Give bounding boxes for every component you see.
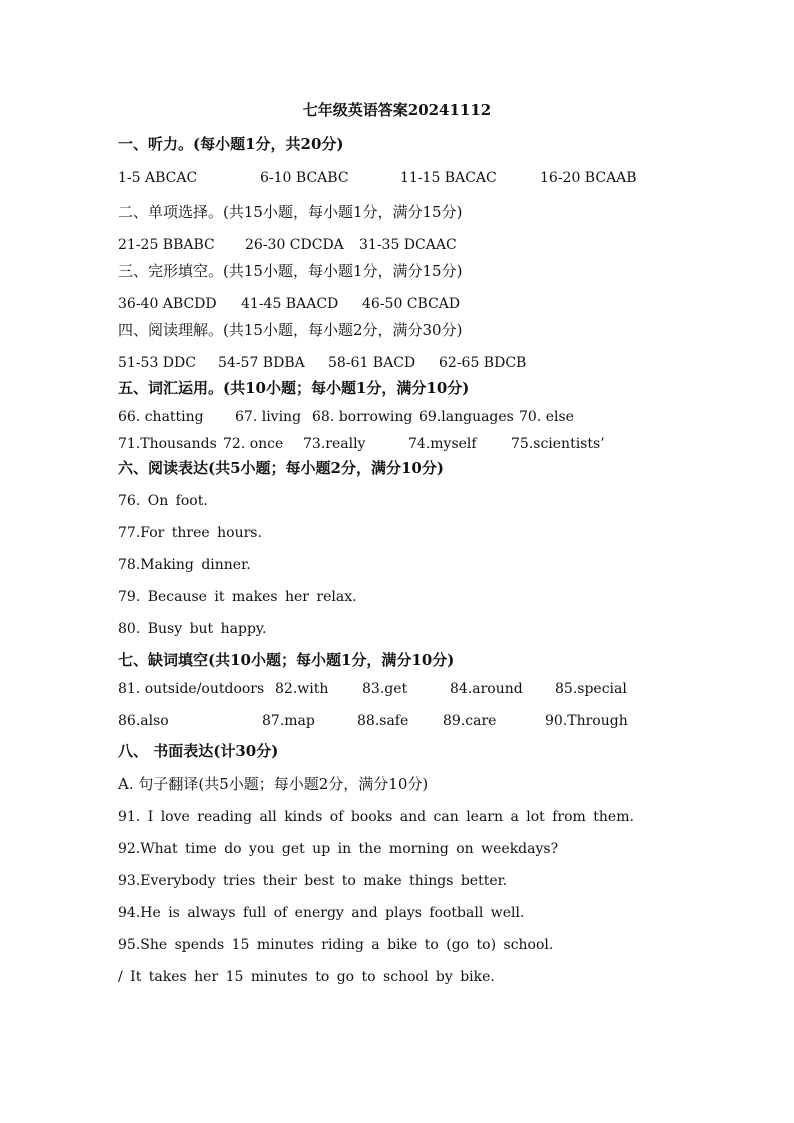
answer-item: 67. living — [235, 409, 302, 425]
answer-item: 75.scientists’ — [511, 436, 605, 452]
answer-line: 79. Because it makes her relax. — [118, 589, 357, 605]
section-listening-heading: 一、听力。(每小题1分，共20分) — [118, 135, 344, 153]
answer-line: 80. Busy but happy. — [118, 621, 267, 637]
answer-item: 82.with — [275, 681, 329, 697]
section-vocabulary-heading: 五、词汇运用。(共10小题；每小题1分，满分10分) — [118, 379, 470, 397]
answer-item: 84.around — [450, 681, 523, 697]
answer-group: 54-57 BDBA — [218, 355, 305, 371]
answer-line: 92.What time do you get up in the morning on weekdays? — [118, 841, 559, 857]
answer-line: 95.She spends 15 minutes riding a bike to (go to) school. — [118, 937, 554, 953]
section-writing-heading: 八、 书面表达(计30分) — [118, 742, 279, 760]
answer-line: 76. On foot. — [118, 493, 208, 509]
answer-line: 78.Making dinner. — [118, 557, 251, 573]
answer-line: 91. I love reading all kinds of books and can learn a lot from them. — [118, 809, 634, 825]
answer-item: 90.Through — [545, 713, 628, 729]
answer-group: 16-20 BCAAB — [540, 170, 637, 186]
answer-group: 41-45 BAACD — [241, 296, 339, 312]
answer-item: 83.get — [362, 681, 408, 697]
answer-item: 66. chatting — [118, 409, 204, 425]
answer-item: 73.really — [303, 436, 366, 452]
answer-group: 36-40 ABCDD — [118, 296, 217, 312]
answer-item: 68. borrowing — [312, 409, 413, 425]
subsection-translation-heading: A. 句子翻译(共5小题；每小题2分，满分10分) — [118, 775, 429, 793]
answer-line: 77.For three hours. — [118, 525, 262, 541]
page-title: 七年级英语答案20241112 — [302, 101, 492, 119]
section-cloze-heading: 三、完形填空。(共15小题，每小题1分，满分15分) — [118, 262, 463, 280]
answer-item: 71.Thousands — [118, 436, 217, 452]
answer-line: 93.Everybody tries their best to make things better. — [118, 873, 508, 889]
answer-group: 6-10 BCABC — [260, 170, 349, 186]
answer-group: 1-5 ABCAC — [118, 170, 198, 186]
answer-group: 51-53 DDC — [118, 355, 196, 371]
answer-item: 74.myself — [408, 436, 477, 452]
answer-group: 62-65 BDCB — [439, 355, 527, 371]
answer-group: 46-50 CBCAD — [362, 296, 461, 312]
answer-item: 85.special — [555, 681, 627, 697]
answer-group: 58-61 BACD — [328, 355, 416, 371]
answer-line: 94.He is always full of energy and plays football well. — [118, 905, 525, 921]
answer-item: 69.languages — [419, 409, 514, 425]
answer-group: 21-25 BBABC — [118, 237, 215, 253]
answer-item: 72. once — [223, 436, 284, 452]
answer-item: 89.care — [443, 713, 497, 729]
section-reading-expression-heading: 六、阅读表达(共5小题；每小题2分，满分10分) — [118, 459, 444, 477]
answer-item: 88.safe — [357, 713, 409, 729]
answer-item: 70. else — [519, 409, 574, 425]
answer-item: 81. outside/outdoors — [118, 681, 265, 697]
answer-item: 87.map — [262, 713, 315, 729]
section-reading-heading: 四、阅读理解。(共15小题，每小题2分，满分30分) — [118, 321, 463, 339]
answer-group: 31-35 DCAAC — [359, 237, 457, 253]
answer-group: 11-15 BACAC — [400, 170, 497, 186]
section-missing-words-heading: 七、缺词填空(共10小题；每小题1分，满分10分) — [118, 651, 455, 669]
answer-group: 26-30 CDCDA — [245, 237, 344, 253]
answer-line-alternative: / It takes her 15 minutes to go to school by bike. — [118, 969, 495, 985]
answer-item: 86.also — [118, 713, 169, 729]
section-single-choice-heading: 二、单项选择。(共15小题，每小题1分，满分15分) — [118, 203, 463, 221]
